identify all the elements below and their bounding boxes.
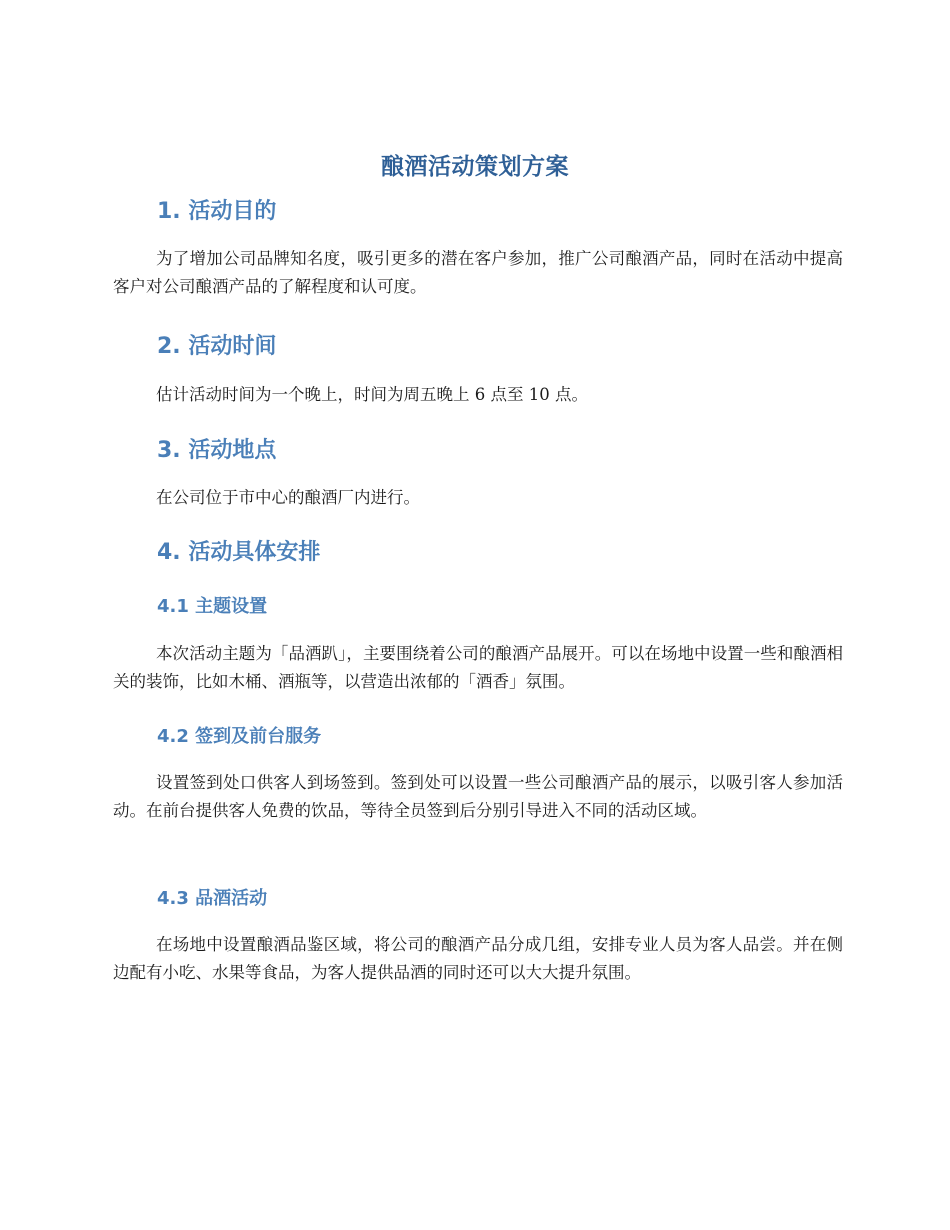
subsection-heading-checkin: 4.2 签到及前台服务 [157, 726, 322, 747]
subsection-paragraph-checkin: 设置签到处口供客人到场签到。签到处可以设置一些公司酿酒产品的展示，以吸引客人参加活动。在前台提供客人免费的饮品，等待全员签到后分别引导进入不同的活动区域。 [113, 773, 843, 820]
subsection-paragraph-tasting: 在场地中设置酿酒品鉴区域，将公司的酿酒产品分成几组，安排专业人员为客人品尝。并在侧边配有小吃、水果等食品，为客人提供品酒的同时还可以大大提升氛围。 [113, 935, 843, 982]
section-paragraph-purpose: 为了增加公司品牌知名度，吸引更多的潜在客户参加，推广公司酿酒产品，同时在活动中提高客户对公司酿酒产品的了解程度和认可度。 [113, 249, 843, 296]
section-heading-time: 2. 活动时间 [157, 334, 277, 359]
section-paragraph-time: 估计活动时间为一个晚上，时间为周五晚上 6 点至 10 点。 [156, 385, 588, 404]
subsection-heading-tasting: 4.3 品酒活动 [157, 888, 268, 909]
subsection-heading-theme: 4.1 主题设置 [157, 596, 268, 617]
section-heading-purpose: 1. 活动目的 [157, 199, 277, 224]
subsection-paragraph-theme: 本次活动主题为「品酒趴」，主要围绕着公司的酿酒产品展开。可以在场地中设置一些和酿酒相关的装饰，比如木桶、酒瓶等，以营造出浓郁的「酒香」氛围。 [113, 644, 843, 691]
section-heading-arrangement: 4. 活动具体安排 [157, 540, 321, 565]
section-heading-location: 3. 活动地点 [157, 438, 277, 463]
section-paragraph-location: 在公司位于市中心的酿酒厂内进行。 [156, 488, 420, 507]
document-title: 酿酒活动策划方案 [381, 154, 569, 180]
